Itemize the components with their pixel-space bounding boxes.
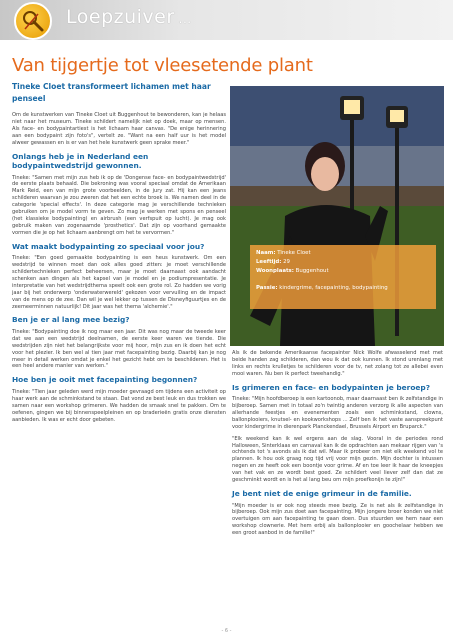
- question-heading: Onlangs heb je in Nederland een bodypaintwedstrijd gewonnen.: [12, 151, 149, 171]
- answer-text: "Mijn moeder is er ook nog steeds mee bezig. Ze is net als ik zelfstandige in bijberoep. Ook mijn zus doet aan facepainting. Mijn jongere broer konden we niet overtuigen om aan facepainting te gaan doen. Dus stuurden we hem naar een workshop clownerie. Met hem erbij als ballonplooier en goochelaar hebben we een groot aanbod in de familie!": [232, 502, 443, 537]
- section-title: [66, 6, 192, 28]
- answer-text: Tineke: "Bodypainting doe ik nog maar een jaar. Dit was nog maar de tweede keer dat we aan een wedstrijd deelnamen, de eerste keer waren we tiende. Die wedstrijden zijn niet het belangrijkste voor mij hoor, mijn zus en ik doen het echt voor het plezier. Ik ben wel al tien jaar met facepainting bezig. Daarbij kan je nog meer in detail werken omdat je enkel het gezicht hebt om te beschilderen. Het is een heel andere manier van werken.": [12, 328, 226, 370]
- page-number: - 6 -: [221, 628, 232, 634]
- section-title-suffix: ...: [178, 12, 192, 26]
- info-place-row: [256, 267, 430, 276]
- info-age-row: [256, 258, 430, 267]
- question-heading: Je bent niet de enige grimeur in de familie.: [232, 489, 412, 498]
- question-heading: Ben je er al lang mee bezig?: [12, 315, 130, 325]
- answer-text: Als ik de bekende Amerikaanse facepainter Nick Wolfe afwasselend met met beide handen zag schilderen, dan wou ik dat ook kunnen. Ik stond urenlang met links en rechts krulletjes te schilderen voor de tv, net zolang tot ze allebei even mooi waren. Nu ben ik perfect tweehandig.": [232, 350, 443, 377]
- magazine-header: [0, 0, 453, 40]
- info-label: Naam:: [256, 250, 276, 256]
- info-label: Woonplaats:: [256, 268, 294, 274]
- left-column: [12, 112, 226, 428]
- info-value: Buggenhout: [295, 268, 329, 274]
- answer-text: Tineke: "Samen met mijn zus heb ik op de 'Dongense face- en bodypaintwedstrijd' de eerste plaats behaald. Die bekroning was vooral speciaal omdat de Amerikaan Mark Reid, een van mijn grote voorbeelden, in de jury zat. Hij kan een jeans schilderen waarvan je zou zweren dat het een echte broek is. We namen deel in de categorie 'special effects'. In deze categorie mag je verschillende technieken gebruiken om je model vorm te geven. Zo mag je werken met spons en penseel (het klassieke bodypainting) en airbrush (een verfspuit op lucht). Je mag ook gebruik maken van zogenaamde 'prosthetics'. Dat zijn op voorhand gemaakte vormen die je op het lichaam aanbrengt om het te vervormen.": [12, 174, 226, 236]
- question-heading: Is grimeren en face- en bodypainten je beroep?: [232, 382, 430, 392]
- article-intro: Om de kunstwerken van Tineke Cloet uit Buggenhout te bewonderen, kan je helaas niet naar het museum. Tineke schildert namelijk niet op doek, maar op mensen. Als face- en bodypaintartiest is het lichaam haar canvas. "De enige herinnering aan een bodypaint zijn foto's", vertelt ze. "Want na een half uur is het model alweer gewassen en is er van het hele kunstwerk geen sprake meer.": [12, 112, 226, 146]
- article-subtitle: Tineke Cloet transformeert lichamen met haar penseel: [12, 82, 211, 103]
- question-heading: Hoe ben je ooit met facepainting begonnen?: [12, 375, 198, 385]
- info-value: Tineke Cloet: [277, 250, 311, 256]
- section-title-text: Loepzuiver: [66, 6, 175, 28]
- answer-text: Tineke: "Mijn hoofdberoep is een kartoonob, maar daarnaast ben ik zelfstandige in bijberoep. Samen met in totaal zo'n twintig anderen verzorg ik alle aspecten van allerhande feestjes en evenementen zoals een schminkstand, clowns, ballonplooiers, knutsel- en kookworkshops ... Zelf ben ik het vaste aanspreekpunt voor kindergrime in dierenpark Planckendael, Brussels Airport en Bruparck.": [232, 396, 443, 430]
- question-heading: Wat maakt bodypainting zo speciaal voor jou?: [12, 241, 205, 251]
- info-label: Passie:: [256, 285, 278, 291]
- magnifier-brush-icon: [14, 2, 52, 40]
- answer-text: Tineke: "Tien jaar geleden werd mijn moeder gevraagd om tijdens een activiteit op haar werk aan de schminkstand te staan. Dat vond ze best leuk en dus trokken we samen naar een workshop grimeren. We hadden de smaak snel te pakken. Om te oefenen, gingen we bij binnenspeelpleinen en op braderieën gratis onze diensten aanbieden. Ik was er echt door gebeten.: [12, 388, 226, 423]
- info-value: 29: [283, 259, 290, 265]
- answer-text: "Elk weekend kan ik wel ergens aan de slag. Vooral in de periodes rond Halloween, Sinterklaas en carnaval kan ik de opdrachten aan mekaar rijgen van 's ochtends tot 's avonds als ik dat wil. Maar ik probeer om niet elk weekend vol te plannen. Ik hou ook graag nog tijd vrij voor mijn gezin. Mijn dochter is intussen negen en ze heeft ook een boontje voor grime. Af en toe leer ik haar de kneepjes van het vak en ze wordt best goed. Ze schildert veel liever zelf dan dat ze geschminkt wordt en is het al lang beu om mijn proefkonijn te zijn!": [232, 435, 443, 484]
- info-passion-row: [256, 284, 430, 293]
- article-title: Van tijgertje tot vleesetende plant: [12, 55, 313, 76]
- profile-info-box: [250, 245, 436, 309]
- answer-text: Tineke: "Een goed gemaakte bodypainting is een heus kunstwerk. Om een wedstrijd te winnen moet dan ook alles goed zitten: je moet verschillende schildertechnieken perfect beheersen, maar je moet daarnaast ook aandacht schenken aan dingen als het kapsel van je model en je podiumpresentatie. Je interpretatie van het wedstrijdthema speelt ook een grote rol. Zo hadden we vorig jaar bij het onderwerp 'onderwaterwereld' gekozen voor vervuiling en de impact van de mens op de zee. Dan wil je wel lekker op tussen de Disneyfiguurtjes en de zeemeerminnen natuurlijk! Dit jaar was het thema 'alchemie'.": [12, 255, 226, 310]
- info-name-row: [256, 249, 430, 258]
- right-column: [232, 350, 443, 542]
- info-label: Leeftijd:: [256, 259, 282, 265]
- info-value: kindergrime, facepainting, bodypainting: [279, 285, 388, 291]
